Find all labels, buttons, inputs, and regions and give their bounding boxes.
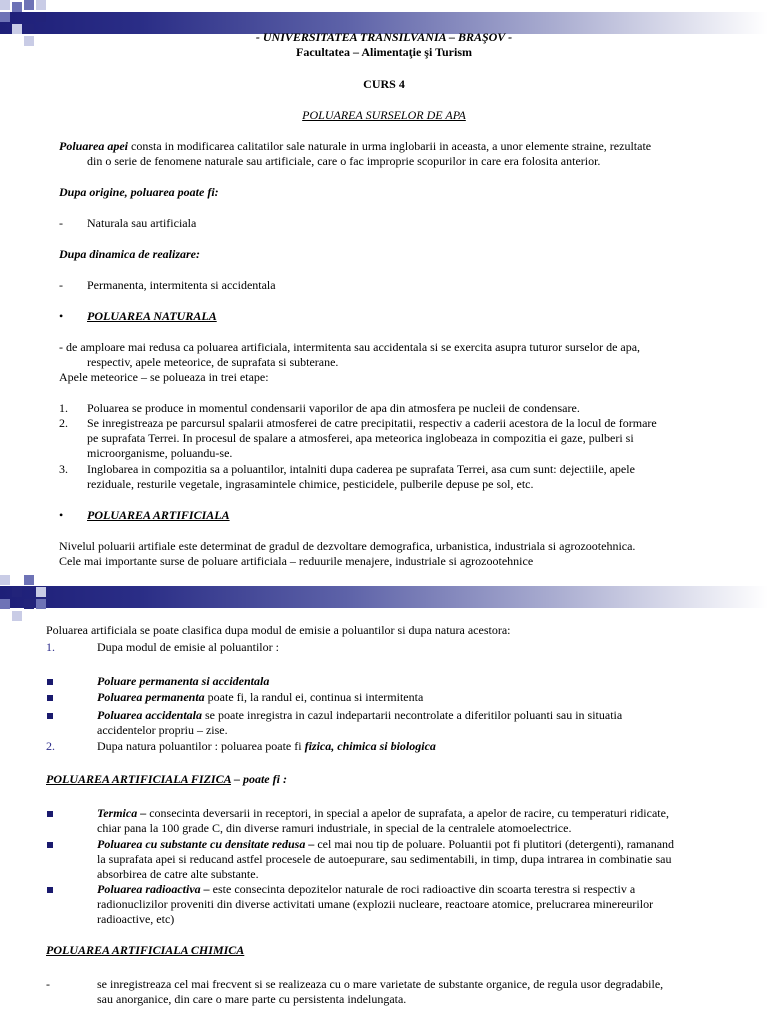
- emission-2: Poluarea permanenta poate fi, la randul ei, continua si intermitenta: [97, 690, 424, 704]
- step-2-line-3: microorganisme, poluandu-se.: [87, 446, 233, 460]
- intro-term: Poluarea apei: [59, 139, 128, 153]
- slide-2: [0, 575, 768, 1024]
- physical-2-line-2: la suprafata apei si reducand astfel procesele de autoepurare, sau sedimentabili, in timp, dupa intrarea in combinatie sau: [97, 852, 672, 866]
- square-bullet-icon: [47, 842, 53, 848]
- step-2-line-1: Se inregistreaza pe parcursul spalarii atmosferei de catre precipitatii, respectiv a caderii acestora de la locul de formare: [87, 416, 657, 430]
- classification-intro: Poluarea artificiala se poate clasifica dupa modul de emisie a poluantilor si dupa natura acestora:: [46, 623, 511, 637]
- natural-p1-line-1: - de amploare mai redusa ca poluarea artificiala, intermitenta sau accidentala si se exercita asupra tuturor surselor de apa,: [59, 340, 641, 354]
- natural-heading: POLUAREA NATURALA: [87, 309, 217, 323]
- emission-1: Poluare permanenta si accidentala: [97, 674, 270, 688]
- physical-3-line-1: Poluarea radioactiva – este consecinta depozitelor naturale de roci radioactive din scoarta terestra si respectiv a: [97, 882, 636, 896]
- physical-3-line-2: radionuclizilor proveniti din diverse activitati umane (explozii nucleare, reactoare atomice, prelucrarea minereurilor: [97, 897, 654, 911]
- step-1-line-1: Poluarea se produce in momentul condensarii vaporilor de apa din atmosfera pe nucleii de condensare.: [87, 401, 580, 415]
- emission-3-line-2: accidentelor propriu – zise.: [97, 723, 228, 737]
- artificial-p2: Cele mai importante surse de poluare artificiala – reduurile menajere, industriale si agrozootehnice: [59, 554, 534, 568]
- faculty-name: Facultatea – Alimentaţie şi Turism: [296, 45, 472, 59]
- square-bullet-icon: [47, 887, 53, 893]
- physical-heading: POLUAREA ARTIFICIALA FIZICA – poate fi :: [46, 772, 287, 786]
- course-number: CURS 4: [363, 77, 405, 91]
- dynamics-heading: Dupa dinamica de realizare:: [59, 247, 200, 261]
- step-2-number: 2.: [59, 416, 68, 430]
- step-2-line-2: pe suprafata Terrei. In procesul de spalare a atmosferei, apa meteorica inglobeaza in compozitia ei gaze, pulberi si: [87, 431, 634, 445]
- item-2-text: Dupa natura poluantilor : poluarea poate fi fizica, chimica si biologica: [97, 739, 436, 753]
- natural-bullet: •: [59, 309, 64, 323]
- chemical-line-1: se inregistreaza cel mai frecvent si se realizeaza cu o mare varietate de substante organice, de regula usor degradabile,: [97, 977, 664, 991]
- intro-line-2: din o serie de fenomene naturale sau artificiale, care o fac improprie scopurilor in care era folosita anterior.: [87, 154, 601, 168]
- square-bullet-icon: [47, 679, 53, 685]
- university-name: - UNIVERSITATEA TRANSILVANIA – BRAŞOV -: [255, 30, 513, 44]
- artificial-p1: Nivelul poluarii artifiale este determinat de gradul de dezvoltare demografica, urbanistica, industriala si agrozootehnica.: [59, 539, 636, 553]
- item-1-text: Dupa modul de emisie al poluantilor :: [97, 640, 279, 654]
- intro-line-1: Poluarea apei consta in modificarea calitatilor sale naturale in urma inglobarii in aceasta, a unor elemente straine, rezultate: [59, 139, 652, 153]
- origin-item: Naturala sau artificiala: [87, 216, 197, 230]
- chemical-dash: -: [46, 977, 50, 991]
- dynamics-item: Permanenta, intermitenta si accidentala: [87, 278, 276, 292]
- step-3-line-2: reziduale, resturile vegetale, ingrasamintele chimice, pesticidele, pulberile depuse pe sol, etc.: [87, 477, 534, 491]
- physical-2-line-1: Poluarea cu substante cu densitate redusa – cel mai nou tip de poluare. Poluantii pot fi plutitori (detergenti), ramanand: [97, 837, 675, 851]
- step-1-number: 1.: [59, 401, 68, 415]
- dynamics-dash: -: [59, 278, 63, 292]
- artificial-heading: POLUAREA ARTIFICIALA: [87, 508, 230, 522]
- step-3-line-1: Inglobarea in compozitia sa a poluantilor, intalniti dupa caderea pe suprafata Terrei, asa cum sunt: dejectiile, apele: [87, 462, 635, 476]
- square-bullet-icon: [47, 713, 53, 719]
- natural-p2: Apele meteorice – se polueaza in trei etape:: [59, 370, 269, 384]
- step-3-number: 3.: [59, 462, 68, 476]
- header-band-2: [0, 575, 768, 621]
- physical-1-line-1: Termica – consecinta deversarii in receptori, in special a apelor de suprafata, a apelor de racire, cu temperaturi ridicate,: [97, 806, 669, 820]
- gradient-bar-2: [0, 586, 768, 608]
- physical-3-line-3: radioactive, etc): [97, 912, 175, 926]
- physical-1-line-2: chiar pana la 100 grade C, din diverse ramuri industriale, in special de la centralele atomoelectrice.: [97, 821, 572, 835]
- origin-heading: Dupa origine, poluarea poate fi:: [59, 185, 219, 199]
- page-title: POLUAREA SURSELOR DE APA: [302, 108, 466, 122]
- square-bullet-icon: [47, 811, 53, 817]
- chemical-heading: POLUAREA ARTIFICIALA CHIMICA: [46, 943, 245, 957]
- item-2-number: 2.: [46, 739, 55, 753]
- emission-3-line-1: Poluarea accidentala se poate inregistra in cazul indepartarii necontrolate a diferitilor poluanti sau in situatia: [97, 708, 623, 722]
- natural-p1-line-2: respectiv, apele meteorice, de suprafata si subterane.: [87, 355, 339, 369]
- physical-2-line-3: absorbirea de catre alte substante.: [97, 867, 259, 881]
- square-bullet-icon: [47, 695, 53, 701]
- item-1-number: 1.: [46, 640, 55, 654]
- chemical-line-2: sau anorganice, din care o mare parte cu persistenta indelungata.: [97, 992, 407, 1006]
- artificial-bullet: •: [59, 508, 64, 522]
- origin-dash: -: [59, 216, 63, 230]
